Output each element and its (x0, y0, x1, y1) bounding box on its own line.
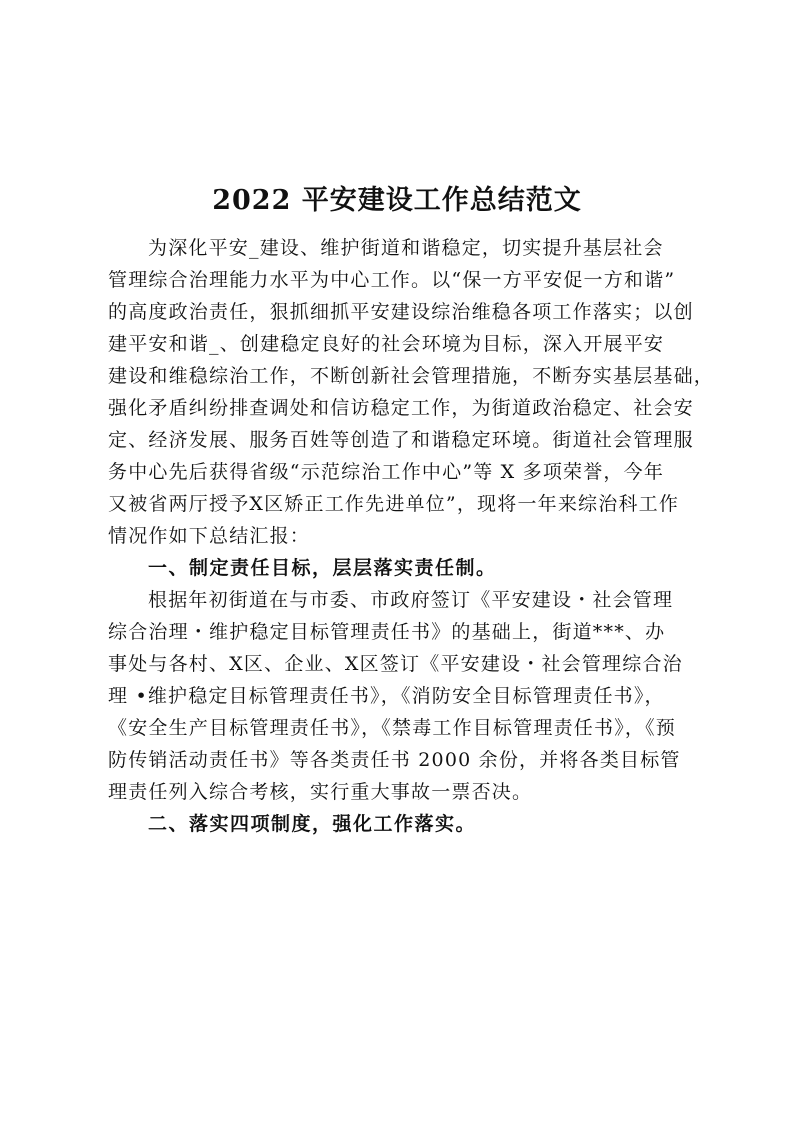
paragraph-line: 的高度政治责任，狠抓细抓平安建设综治维稳各项工作落实；以创 (108, 301, 694, 323)
paragraph-line: 强化矛盾纠纷排查调处和信访稳定工作，为街道政治稳定、社会安 (108, 397, 694, 419)
paragraph-line: 理 •维护稳定目标管理责任书》，《消防安全目标管理责任书》， (108, 685, 665, 707)
paragraph-line: 理责任列入综合考核，实行重大事故一票否决。 (108, 781, 533, 803)
paragraph-line: 为深化平安_建设、维护街道和谐稳定，切实提升基层社会 (148, 237, 664, 259)
section-heading: 二、落实四项制度，强化工作落实。 (148, 813, 477, 835)
paragraph-line: 务中心先后获得省级“示范综治工作中心”等 X 多项荣誉，今年 (108, 461, 665, 483)
paragraph-line: 根据年初街道在与市委、市政府签订《平安建设・社会管理 (148, 589, 674, 611)
paragraph-line: 定、经济发展、服务百姓等创造了和谐稳定环境。街道社会管理服 (108, 429, 694, 451)
paragraph-line: 建平安和谐_、创建稳定良好的社会环境为目标，深入开展平安 (108, 333, 665, 355)
paragraph-line: 《安全生产目标管理责任书》，《禁毒工作目标管理责任书》，《预 (108, 717, 677, 739)
paragraph-line: 事处与各村、X区、企业、X区签订《平安建设・社会管理综合治 (108, 653, 683, 675)
paragraph-line: 建设和维稳综治工作，不断创新社会管理措施，不断夯实基层基础， (108, 365, 715, 387)
paragraph-line: 情况作如下总结汇报： (108, 525, 311, 547)
section-heading: 一、制定责任目标，层层落实责任制。 (148, 557, 497, 579)
paragraph-line: 管理综合治理能力水平为中心工作。以“保一方平安促一方和谐” (108, 269, 676, 291)
paragraph-line: 又被省两厅授予X区矫正工作先进单位”，现将一年来综治科工作 (108, 493, 680, 515)
paragraph-line: 综合治理・维护稳定目标管理责任书》的基础上，街道***、办 (108, 621, 666, 643)
paragraph-line: 防传销活动责任书》等各类责任书 2000 余份，并将各类目标管 (108, 749, 681, 771)
document-title: 2022 平安建设工作总结范文 (212, 185, 582, 216)
